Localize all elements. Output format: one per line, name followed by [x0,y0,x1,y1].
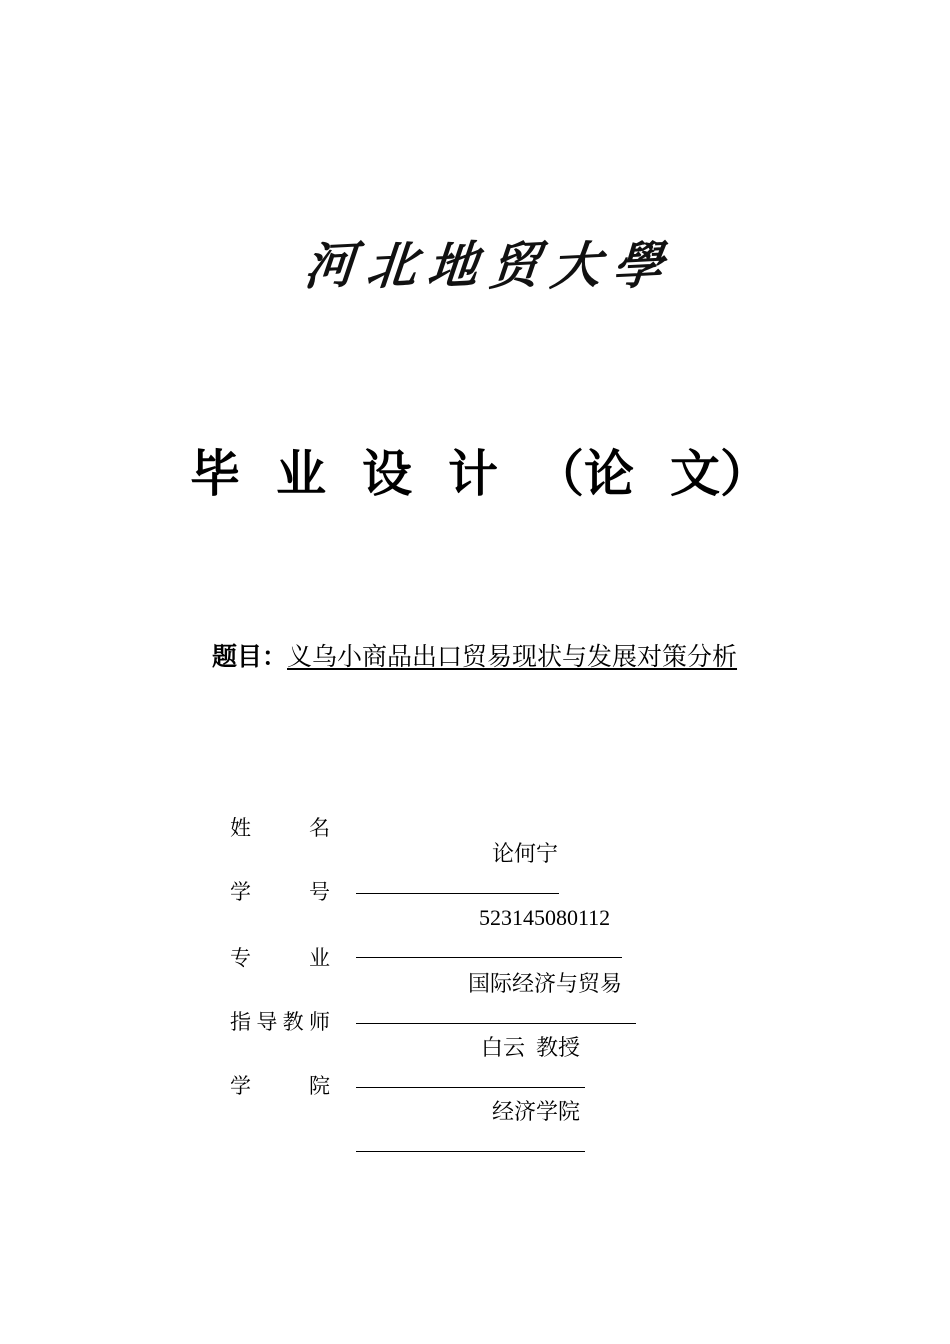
info-label [230,1070,330,1100]
logo-char: 大 [548,234,606,297]
topic-value: 义乌小商品出口贸易现状与发展对策分析 [287,642,738,671]
info-label [230,942,330,972]
logo-char: 學 [609,234,668,297]
advisor: 白云 教授 [481,1035,581,1060]
title-char: 计 [448,445,498,503]
label-char: 学 [230,880,251,904]
title-char: 毕 [190,445,240,503]
label-char: 名 [309,816,330,840]
label-char: 姓 [230,816,251,840]
college: 经济学院 [492,1099,581,1124]
label-char: 教 [282,1010,304,1034]
label-char: 指 [230,1010,251,1034]
logo-char: 地 [425,234,483,297]
info-row-advisor [230,1006,585,1060]
label-char: 学 [230,1074,251,1098]
student-id: 523145080112 [479,905,611,930]
logo-char: 北 [363,234,422,297]
title-char: 业 [276,445,326,503]
thesis-topic [212,637,737,673]
university-logo [301,226,668,298]
label-char: 专 [230,946,251,970]
title-char: 设 [362,445,412,503]
info-row-student-id [230,876,622,930]
info-row-name [230,812,559,866]
label-char: 业 [309,946,330,970]
info-label [230,812,330,842]
label-char: 师 [308,1010,330,1034]
label-char: 院 [309,1074,330,1098]
thesis-type-title [190,435,770,505]
topic-label: 题目： [212,642,288,671]
info-row-major [230,942,636,996]
student-name: 论何宁 [492,841,559,866]
label-char: 号 [309,880,330,904]
info-label [230,876,330,906]
logo-char: 贸 [486,234,545,297]
title-char: 文） [670,445,770,503]
logo-char: 河 [301,234,360,297]
label-char: 导 [256,1010,278,1034]
info-value [356,1073,585,1152]
info-row-college [230,1070,585,1124]
info-label [230,1006,330,1036]
major: 国际经济与贸易 [468,971,623,996]
title-char: （论 [534,445,634,503]
